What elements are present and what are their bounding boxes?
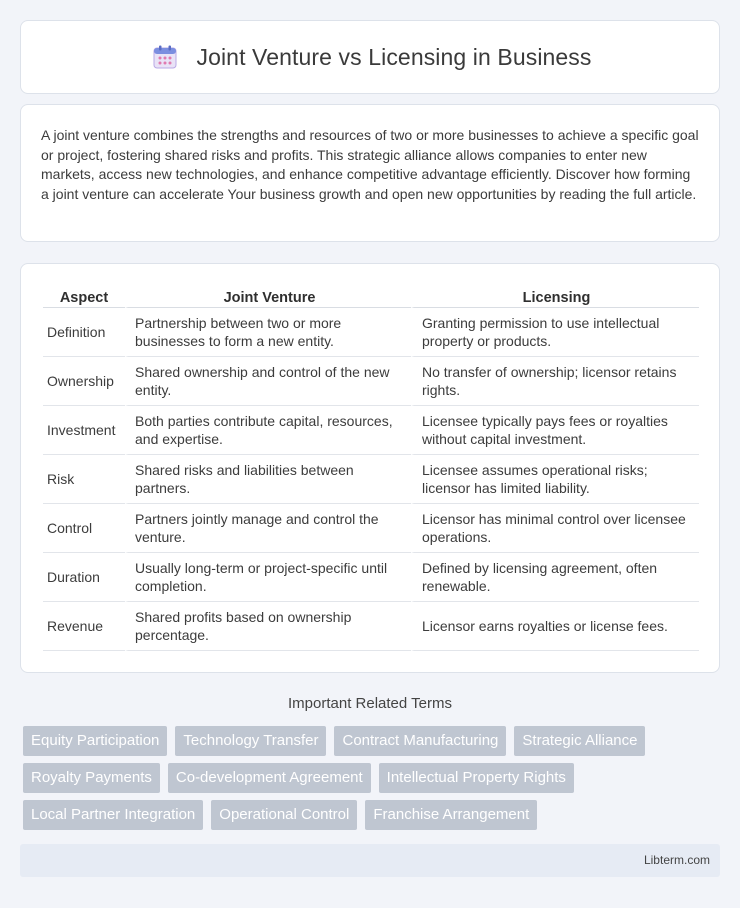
cell-licensing: Defined by licensing agreement, often renewable. bbox=[411, 553, 699, 602]
tag-royalty-payments[interactable]: Royalty Payments bbox=[23, 763, 160, 793]
comparison-table bbox=[43, 286, 699, 651]
cell-licensing: Licensee typically pays fees or royalties without capital investment. bbox=[411, 406, 699, 455]
header-card bbox=[20, 20, 720, 94]
cell-licensing: Granting permission to use intellectual property or products. bbox=[411, 308, 699, 357]
header-licensing: Licensing bbox=[411, 286, 699, 308]
cell-joint-venture: Partnership between two or more businesses to form a new entity. bbox=[125, 308, 411, 357]
table-row bbox=[43, 406, 699, 455]
tag-local-partner-integration[interactable]: Local Partner Integration bbox=[23, 800, 203, 830]
table-header-row bbox=[43, 286, 699, 308]
table-row bbox=[43, 553, 699, 602]
tag-operational-control[interactable]: Operational Control bbox=[211, 800, 357, 830]
table-row bbox=[43, 602, 699, 651]
cell-joint-venture: Both parties contribute capital, resources, and expertise. bbox=[125, 406, 411, 455]
cell-aspect: Control bbox=[43, 504, 125, 553]
cell-joint-venture: Shared risks and liabilities between partners. bbox=[125, 455, 411, 504]
cell-joint-venture: Usually long-term or project-specific until completion. bbox=[125, 553, 411, 602]
cell-aspect: Revenue bbox=[43, 602, 125, 651]
cell-aspect: Duration bbox=[43, 553, 125, 602]
title-wrap bbox=[152, 44, 591, 71]
header-joint-venture: Joint Venture bbox=[125, 286, 411, 308]
footer-site-link[interactable]: Libterm.com bbox=[643, 853, 710, 867]
cell-aspect: Investment bbox=[43, 406, 125, 455]
cell-aspect: Ownership bbox=[43, 357, 125, 406]
tag-row bbox=[23, 726, 723, 756]
tag-intellectual-property-rights[interactable]: Intellectual Property Rights bbox=[379, 763, 574, 793]
related-terms-title: Important Related Terms bbox=[288, 695, 452, 712]
table-row bbox=[43, 455, 699, 504]
calendar-icon bbox=[152, 44, 178, 70]
header-aspect: Aspect bbox=[43, 286, 125, 308]
cell-aspect: Risk bbox=[43, 455, 125, 504]
tag-contract-manufacturing[interactable]: Contract Manufacturing bbox=[334, 726, 506, 756]
tag-row bbox=[23, 763, 723, 793]
cell-joint-venture: Partners jointly manage and control the venture. bbox=[125, 504, 411, 553]
tag-franchise-arrangement[interactable]: Franchise Arrangement bbox=[365, 800, 537, 830]
tag-technology-transfer[interactable]: Technology Transfer bbox=[175, 726, 326, 756]
cell-licensing: Licensor earns royalties or license fees. bbox=[411, 602, 699, 651]
tag-row bbox=[23, 800, 723, 830]
tag-co-development-agreement[interactable]: Co-development Agreement bbox=[168, 763, 371, 793]
cell-aspect: Definition bbox=[43, 308, 125, 357]
tag-equity-participation[interactable]: Equity Participation bbox=[23, 726, 167, 756]
footer bbox=[20, 844, 720, 877]
tag-strategic-alliance[interactable]: Strategic Alliance bbox=[514, 726, 645, 756]
cell-joint-venture: Shared ownership and control of the new entity. bbox=[125, 357, 411, 406]
table-row bbox=[43, 504, 699, 553]
related-terms-list bbox=[23, 726, 723, 837]
cell-licensing: Licensee assumes operational risks; licensor has limited liability. bbox=[411, 455, 699, 504]
comparison-table-card bbox=[20, 263, 720, 673]
table-row bbox=[43, 308, 699, 357]
cell-licensing: No transfer of ownership; licensor retains rights. bbox=[411, 357, 699, 406]
page-title: Joint Venture vs Licensing in Business bbox=[196, 43, 592, 70]
intro-text: A joint venture combines the strengths and resources of two or more businesses to achieve a specific goal or project, fostering shared risks and profits. This strategic alliance allows companies to enter new markets, access new technologies, and enhance competitive advantage efficiently. Discover how forming a joint venture can accelerate Your business growth and open new opportunities by reading the full article. bbox=[41, 127, 699, 202]
cell-licensing: Licensor has minimal control over licensee operations. bbox=[411, 504, 699, 553]
table-row bbox=[43, 357, 699, 406]
cell-joint-venture: Shared profits based on ownership percentage. bbox=[125, 602, 411, 651]
intro-card bbox=[20, 104, 720, 242]
